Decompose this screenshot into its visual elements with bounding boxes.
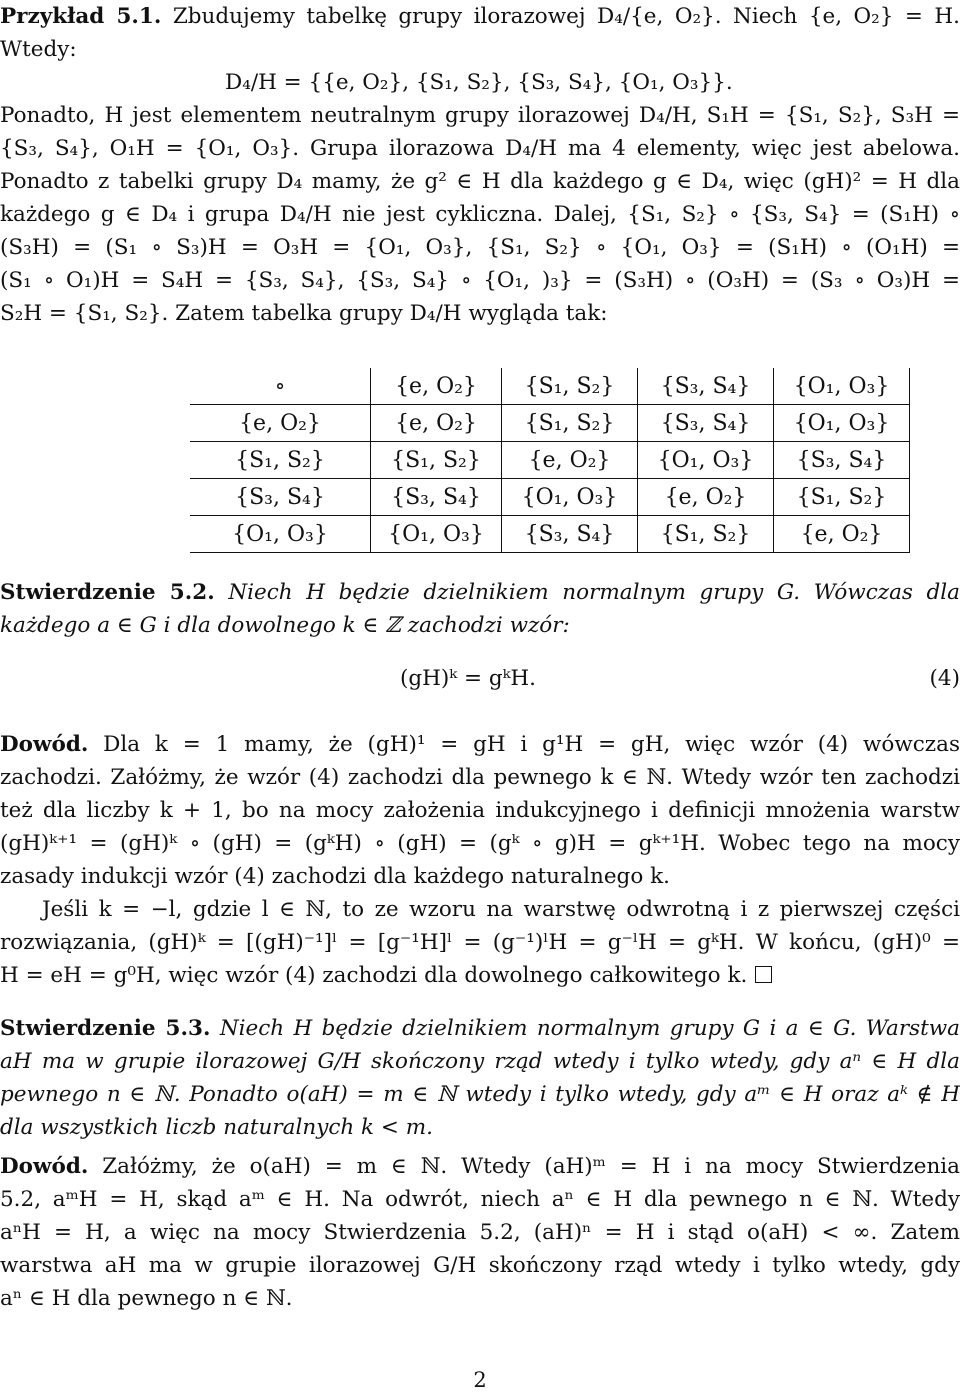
example-line: S₂H = {S₁, S₂}. Zatem tabelka grupy D₄/H wygląda tak: xyxy=(0,301,608,326)
equation-number: (4) xyxy=(929,666,960,691)
example-line: Ponadto, H jest elementem neutralnym grupy ilorazowej D₄/H, S₁H = {S₁, S₂}, S₃H = xyxy=(0,103,960,128)
example-label: Przykład 5.1. xyxy=(0,4,162,29)
table-cell: {S₁, S₂} xyxy=(190,442,371,479)
proof-line: Dowód. Dla k = 1 mamy, że (gH)¹ = gH i g¹H = gH, więc wzór (4) wówczas xyxy=(0,732,960,757)
table-cell: {e, O₂} xyxy=(190,405,371,442)
proof-line: aⁿH = H, a więc na mocy Stwierdzenia 5.2, (aH)ⁿ = H i stąd o(aH) < ∞. Zatem xyxy=(0,1220,960,1245)
example-line: (S₁ ∘ O₁)H = S₄H = {S₃, S₄}, {S₃, S₄} ∘ {O₁, )₃} = (S₃H) ∘ (O₃H) = (S₃ ∘ O₃)H = xyxy=(0,268,960,293)
proof-line: H = eH = g⁰H, więc wzór (4) zachodzi dla dowolnego całkowitego k. xyxy=(0,959,960,992)
table-cell: {S₃, S₄} xyxy=(190,479,371,516)
proof-line: 5.2, aᵐH = H, skąd aᵐ ∈ H. Na odwrót, niech aⁿ ∈ H dla pewnego n ∈ ℕ. Wtedy xyxy=(0,1187,960,1212)
proposition-line: każdego a ∈ G i dla dowolnego k ∈ ℤ zachodzi wzór: xyxy=(0,613,570,638)
table-cell: {O₁, O₃} xyxy=(190,516,371,553)
table-cell: {O₁, O₃} xyxy=(371,516,502,553)
proof-label: Dowód. xyxy=(0,732,89,757)
table-cell: {S₃, S₄} xyxy=(371,479,502,516)
proof-line: warstwa aH ma w grupie ilorazowej G/H skończony rząd wtedy i tylko wtedy, gdy xyxy=(0,1253,960,1278)
table-row xyxy=(190,479,910,516)
example-line: każdego g ∈ D₄ i grupa D₄/H nie jest cykliczna. Dalej, {S₁, S₂} ∘ {S₃, S₄} = (S₁H) ∘ xyxy=(0,202,960,227)
table-cell: {S₁, S₂} xyxy=(774,479,910,516)
table-cell: ∘ xyxy=(190,368,371,405)
table-cell: {O₁, O₃} xyxy=(638,442,774,479)
proposition-line: dla wszystkich liczb naturalnych k < m. xyxy=(0,1115,433,1140)
equation-row xyxy=(0,662,960,695)
example-5-1 xyxy=(0,0,960,330)
proof-line: też dla liczby k + 1, bo na mocy założenia indukcyjnego i definicji mnożenia warstw xyxy=(0,798,960,823)
example-line: Ponadto z tabelki grupy D₄ mamy, że g² ∈ H dla każdego g ∈ D₄, więc (gH)² = H dla xyxy=(0,169,960,194)
example-line: {S₃, S₄}, O₁H = {O₁, O₃}. Grupa ilorazowa D₄/H ma 4 elementy, więc jest abelowa. xyxy=(0,136,960,161)
table-cell: {e, O₂} xyxy=(371,405,502,442)
proposition-5-3 xyxy=(0,1012,960,1144)
proposition-line: Stwierdzenie 5.2. Niech H będzie dzielnikiem normalnym grupy G. Wówczas dla xyxy=(0,580,960,605)
table-cell: {O₁, O₃} xyxy=(774,405,910,442)
proposition-line: Stwierdzenie 5.3. Niech H będzie dzielnikiem normalnym grupy G i a ∈ G. Warstwa xyxy=(0,1016,960,1041)
quotient-group-formula: D₄/H = {{e, O₂}, {S₁, S₂}, {S₃, S₄}, {O₁, O₃}}. xyxy=(225,70,733,95)
cayley-table xyxy=(190,368,910,553)
proof-line: Dowód. Załóżmy, że o(aH) = m ∈ ℕ. Wtedy (aH)ᵐ = H i na mocy Stwierdzenia xyxy=(0,1154,960,1179)
example-line: Przykład 5.1. Zbudujemy tabelkę grupy ilorazowej D₄/{e, O₂}. Niech {e, O₂} = H. xyxy=(0,4,960,29)
table-cell: {S₃, S₄} xyxy=(502,516,638,553)
proposition-5-2 xyxy=(0,576,960,695)
proof-line: aⁿ ∈ H dla pewnego n ∈ ℕ. xyxy=(0,1286,293,1311)
proof-line: Jeśli k = −l, gdzie l ∈ ℕ, to ze wzoru na warstwę odwrotną i z pierwszej części xyxy=(0,897,960,922)
table-cell: {S₃, S₄} xyxy=(638,368,774,405)
proof-line: zasady indukcji wzór (4) zachodzi dla każdego naturalnego k. xyxy=(0,864,670,889)
proposition-label: Stwierdzenie 5.2. xyxy=(0,580,215,605)
proposition-label: Stwierdzenie 5.3. xyxy=(0,1016,211,1041)
table-row xyxy=(190,516,910,553)
table-cell: {e, O₂} xyxy=(774,516,910,553)
example-line: Wtedy: xyxy=(0,37,77,62)
example-line: (S₃H) = (S₁ ∘ S₃)H = O₃H = {O₁, O₃}, {S₁, S₂} ∘ {O₁, O₃} = (S₁H) ∘ (O₁H) = xyxy=(0,235,960,260)
table-cell: {e, O₂} xyxy=(638,479,774,516)
proof-5-2 xyxy=(0,728,960,992)
proof-label: Dowód. xyxy=(0,1154,89,1179)
proof-line: rozwiązania, (gH)ᵏ = [(gH)⁻¹]ˡ = [g⁻¹H]ˡ = (g⁻¹)ˡH = g⁻ˡH = gᵏH. W końcu, (gH)⁰ = xyxy=(0,930,960,955)
equation-formula: (gH)ᵏ = gᵏH. xyxy=(400,666,537,691)
table-cell: {S₁, S₂} xyxy=(638,516,774,553)
proof-line: zachodzi. Załóżmy, że wzór (4) zachodzi dla pewnego k ∈ ℕ. Wtedy wzór ten zachodzi xyxy=(0,765,960,790)
table-cell: {S₃, S₄} xyxy=(638,405,774,442)
page-number: 2 xyxy=(473,1368,487,1392)
table-row xyxy=(190,442,910,479)
table-cell: {O₁, O₃} xyxy=(774,368,910,405)
table-cell: {e, O₂} xyxy=(371,368,502,405)
proposition-line: aH ma w grupie ilorazowej G/H skończony rząd wtedy i tylko wtedy, gdy aⁿ ∈ H dla xyxy=(0,1049,960,1074)
proof-5-3 xyxy=(0,1150,960,1315)
proposition-line: pewnego n ∈ ℕ. Ponadto o(aH) = m ∈ ℕ wtedy i tylko wtedy, gdy aᵐ ∈ H oraz aᵏ ∉ H xyxy=(0,1082,960,1107)
proof-line: (gH)ᵏ⁺¹ = (gH)ᵏ ∘ (gH) = (gᵏH) ∘ (gH) = (gᵏ ∘ g)H = gᵏ⁺¹H. Wobec tego na mocy xyxy=(0,831,960,856)
table-cell: {O₁, O₃} xyxy=(502,479,638,516)
table-cell: {S₁, S₂} xyxy=(371,442,502,479)
table-header-row xyxy=(190,368,910,405)
table-row xyxy=(190,405,910,442)
table-cell: {S₁, S₂} xyxy=(502,405,638,442)
table-cell: {S₃, S₄} xyxy=(774,442,910,479)
table-cell: {e, O₂} xyxy=(502,442,638,479)
table-cell: {S₁, S₂} xyxy=(502,368,638,405)
qed-square-icon xyxy=(755,966,772,983)
